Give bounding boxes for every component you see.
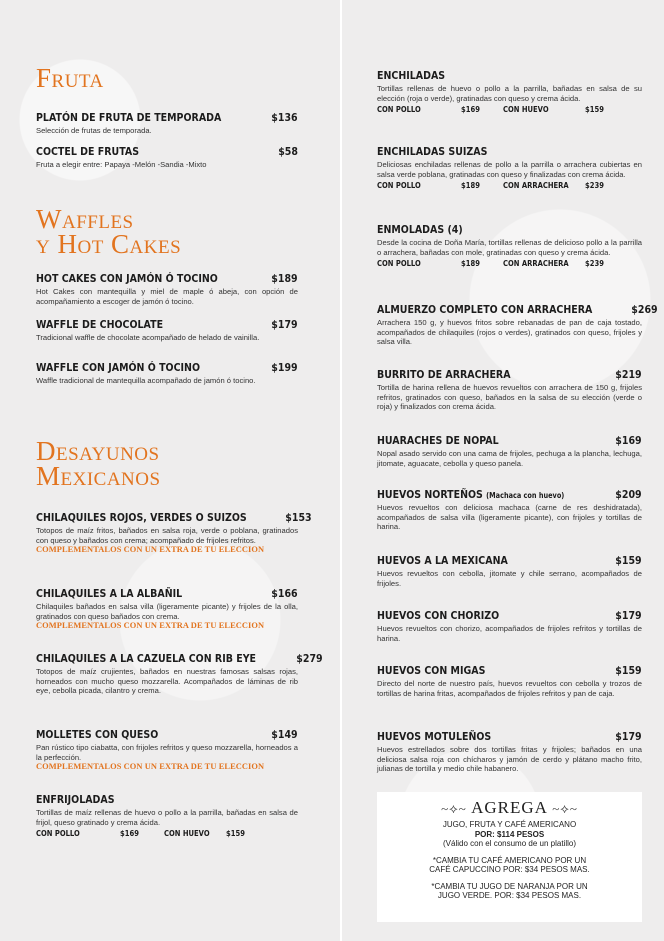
agrega-title	[377, 798, 642, 818]
item-price: $159	[615, 664, 642, 677]
item-description: Tortillas rellenas de huevo o pollo a la parrilla, bañadas en salsa de su elección (roja o verde), gratinadas con queso y crema ácida.	[377, 84, 642, 103]
item-name: HUEVOS MOTULEÑOS	[377, 730, 492, 743]
agrega-title-text: AGREGA	[471, 798, 547, 817]
item-description: Fruta a elegir entre: Papaya -Melón -Sandia -Mixto	[36, 160, 207, 169]
option-price: $159	[226, 829, 245, 838]
option-price: $239	[585, 259, 604, 268]
item-options	[36, 829, 298, 838]
menu-item	[377, 368, 642, 412]
item-description: Tradicional waffle de chocolate acompañado de helado de vainilla.	[36, 333, 260, 342]
item-name: HUEVOS CON CHORIZO	[377, 609, 500, 622]
item-extra-note: COMPLEMENTALOS CON UN EXTRA DE TU ELECCION	[36, 762, 265, 771]
item-name: HUARACHES DE NOPAL	[377, 434, 499, 447]
menu-item	[36, 511, 312, 554]
agrega-box	[377, 792, 642, 922]
agrega-price: POR: $114 PESOS	[474, 829, 545, 839]
item-price: $159	[615, 554, 642, 567]
item-name: BURRITO DE ARRACHERA	[377, 368, 511, 381]
agrega-line: (Válido con el consumo de un platillo)	[443, 839, 576, 848]
menu-item	[36, 728, 298, 771]
item-description: Huevos revueltos con chorizo, acompañados de frijoles refritos y tortillas de harina.	[377, 624, 642, 643]
item-price: $153	[285, 511, 312, 524]
item-price: $189	[271, 272, 298, 285]
item-name: PLATÓN DE FRUTA DE TEMPORADA	[36, 111, 222, 124]
item-subtitle: (Machaca con huevo)	[486, 491, 565, 500]
menu-item	[36, 318, 298, 343]
menu-item	[36, 145, 298, 170]
menu-item	[377, 664, 642, 698]
menu-item	[377, 488, 642, 532]
option-price: $189	[461, 259, 480, 268]
item-name: ALMUERZO COMPLETO CON ARRACHERA	[377, 303, 593, 316]
item-description: Totopos de maíz fritos, bañados en salsa roja, verde o poblana, gratinados con queso y bañados con crema; acompañado de frijoles refritos.	[36, 526, 298, 545]
item-name: ENCHILADAS SUIZAS	[377, 145, 488, 158]
agrega-line: *CAMBIA TU CAFÉ AMERICANO POR UN	[432, 855, 587, 865]
option-label: CON ARRACHERA	[503, 181, 569, 190]
item-price: $149	[271, 728, 298, 741]
column-divider	[340, 0, 342, 941]
item-price: $166	[271, 587, 298, 600]
item-description: Selección de frutas de temporada.	[36, 126, 152, 135]
agrega-line	[377, 830, 642, 840]
item-price: $279	[296, 652, 323, 665]
item-extra-note: COMPLEMENTALOS CON UN EXTRA DE TU ELECCION	[36, 545, 265, 554]
item-description: Desde la cocina de Doña María, tortillas rellenas de delicioso pollo a la parrilla o arrachera, bañadas con mole, gratinadas con queso y crema ácida.	[377, 238, 642, 257]
item-description: Tortillas de maíz rellenas de huevo o pollo a la parrilla, bañadas en salsa de frijol, queso gratinado y crema ácida.	[36, 808, 298, 827]
option-label: CON POLLO	[377, 181, 421, 190]
item-description: Huevos revueltos con cebolla, jitomate y chile serrano, acompañados de frijoles.	[377, 569, 642, 588]
menu-item	[36, 652, 323, 696]
item-name: ENMOLADAS (4)	[377, 223, 463, 236]
item-description: Deliciosas enchiladas rellenas de pollo a la parrilla o arrachera cubiertas en salsa verde poblana, gratinadas con queso y finalizadas con crema ácida.	[377, 160, 642, 179]
item-price: $169	[615, 434, 642, 447]
agrega-line: JUGO VERDE. POR: $34 PESOS MAS.	[437, 891, 582, 900]
title-line: Mexicanos	[36, 461, 161, 491]
agrega-line: CAFÉ CAPUCCINO POR: $34 PESOS MAS.	[429, 865, 590, 874]
option-label: CON POLLO	[377, 105, 421, 114]
item-description: Pan rústico tipo ciabatta, con frijoles refritos y queso mozzarella, horneados a la perfección.	[36, 743, 298, 762]
menu-item	[36, 111, 298, 136]
option-label: CON HUEVO	[503, 105, 549, 114]
item-name: WAFFLE DE CHOCOLATE	[36, 318, 164, 331]
item-price: $219	[615, 368, 642, 381]
option-label: CON ARRACHERA	[503, 259, 569, 268]
item-options	[377, 259, 642, 268]
item-name: CHILAQUILES A LA CAZUELA CON RIB EYE	[36, 652, 257, 665]
agrega-line: *CAMBIA TU JUGO DE NARANJA POR UN	[431, 881, 588, 891]
title-line: y Hot Cakes	[36, 229, 182, 259]
item-price: $179	[271, 318, 298, 331]
section-title-waffles	[36, 204, 182, 259]
option-price: $169	[120, 829, 139, 838]
item-name	[377, 488, 564, 501]
item-price: $199	[271, 361, 298, 374]
title-line: Waffles	[36, 204, 134, 234]
item-description: Tortilla de harina rellena de huevos revueltos con arrachera de 150 g, frijoles refritos, gratinados con queso, bañados en la salsa de su elección (verde o roja) y finalizados con crema ácida.	[377, 383, 642, 411]
item-name: HUEVOS CON MIGAS	[377, 664, 486, 677]
option-price: $169	[461, 105, 480, 114]
title-line: Desayunos	[36, 436, 160, 466]
item-options	[377, 105, 642, 114]
option-label: CON POLLO	[377, 259, 421, 268]
agrega-line: JUGO, FRUTA Y CAFÉ AMERICANO	[442, 820, 577, 829]
item-name: COCTEL DE FRUTAS	[36, 145, 140, 158]
item-name: CHILAQUILES A LA ALBAÑIL	[36, 587, 183, 600]
item-name: HUEVOS A LA MEXICANA	[377, 554, 508, 567]
menu-item	[377, 609, 642, 643]
item-description: Huevos revueltos con deliciosa machaca (carne de res deshidratada), acompañados de salsa villa (ligeramente picante), con frijoles y tortillas de harina.	[377, 503, 642, 531]
ornament-icon: ~⟡~	[441, 801, 467, 816]
menu-item	[377, 145, 642, 190]
menu-item	[377, 223, 642, 268]
menu-item	[36, 587, 298, 630]
item-extra-note: COMPLEMENTALOS CON UN EXTRA DE TU ELECCION	[36, 621, 265, 630]
item-price: $269	[631, 303, 659, 316]
item-description: Hot Cakes con mantequilla y miel de maple ó abeja, con opción de acompañamiento a escoger de jamón ó tocino.	[36, 287, 298, 306]
item-name: CHILAQUILES ROJOS, VERDES O SUIZOS	[36, 511, 247, 524]
menu-item	[36, 793, 298, 838]
menu-item	[377, 303, 659, 347]
item-name: ENFRIJOLADAS	[36, 793, 115, 806]
option-label: CON POLLO	[36, 829, 80, 838]
item-price: $136	[271, 111, 298, 124]
item-price: $179	[615, 609, 642, 622]
item-description: Waffle tradicional de mantequilla acompañado de jamón ó tocino.	[36, 376, 256, 385]
menu-item	[377, 554, 642, 588]
item-name: ENCHILADAS	[377, 69, 446, 82]
item-description: Totopos de maíz crujientes, bañados en nuestras famosas salsas rojas, horneados con mucho queso mozzarella. Acompañados de láminas de rib eye, cebolla picada, cilantro y crema.	[36, 667, 298, 695]
item-options	[377, 181, 642, 190]
option-label: CON HUEVO	[164, 829, 210, 838]
item-name: WAFFLE CON JAMÓN Ó TOCINO	[36, 361, 201, 374]
item-price: $58	[278, 145, 298, 158]
item-description: Huevos estrellados sobre dos tortillas fritas y frijoles; bañados en una deliciosa salsa roja con chícharos y jamón de cerdo y plátano macho frito, julianas de tortilla y medio chile habanero.	[377, 745, 642, 773]
item-description: Chilaquiles bañados en salsa villa (ligeramente picante) y frijoles de la olla, gratinados con queso bañados con crema.	[36, 602, 298, 621]
menu-item	[377, 434, 642, 468]
item-price: $179	[615, 730, 642, 743]
menu-item	[36, 361, 298, 386]
option-price: $239	[585, 181, 604, 190]
section-title-desayunos	[36, 436, 161, 491]
menu-item	[36, 272, 298, 306]
ornament-icon: ~⟡~	[552, 801, 578, 816]
menu-item	[377, 69, 642, 114]
menu-item	[377, 730, 642, 774]
item-description: Directo del norte de nuestro país, huevos revueltos con cebolla y trozos de tortillas de harina fritas, acompañados de frijoles refritos y pan de caja.	[377, 679, 642, 698]
section-title-fruta: Fruta	[36, 63, 104, 93]
option-price: $189	[461, 181, 480, 190]
item-name: HOT CAKES CON JAMÓN Ó TOCINO	[36, 272, 218, 285]
item-name-text: HUEVOS NORTEÑOS	[377, 488, 483, 501]
item-name: MOLLETES CON QUESO	[36, 728, 159, 741]
item-description: Nopal asado servido con una cama de frijoles, pechuga a la plancha, lechuga, jitomate, aguacate, cebolla y queso panela.	[377, 449, 642, 468]
option-price: $159	[585, 105, 604, 114]
item-description: Arrachera 150 g, y huevos fritos sobre rebanadas de pan de caja tostado, acompañados de chilaquiles (rojos o verdes), gratinados con queso, frijoles y salsa villa.	[377, 318, 642, 346]
item-price: $209	[615, 488, 642, 501]
